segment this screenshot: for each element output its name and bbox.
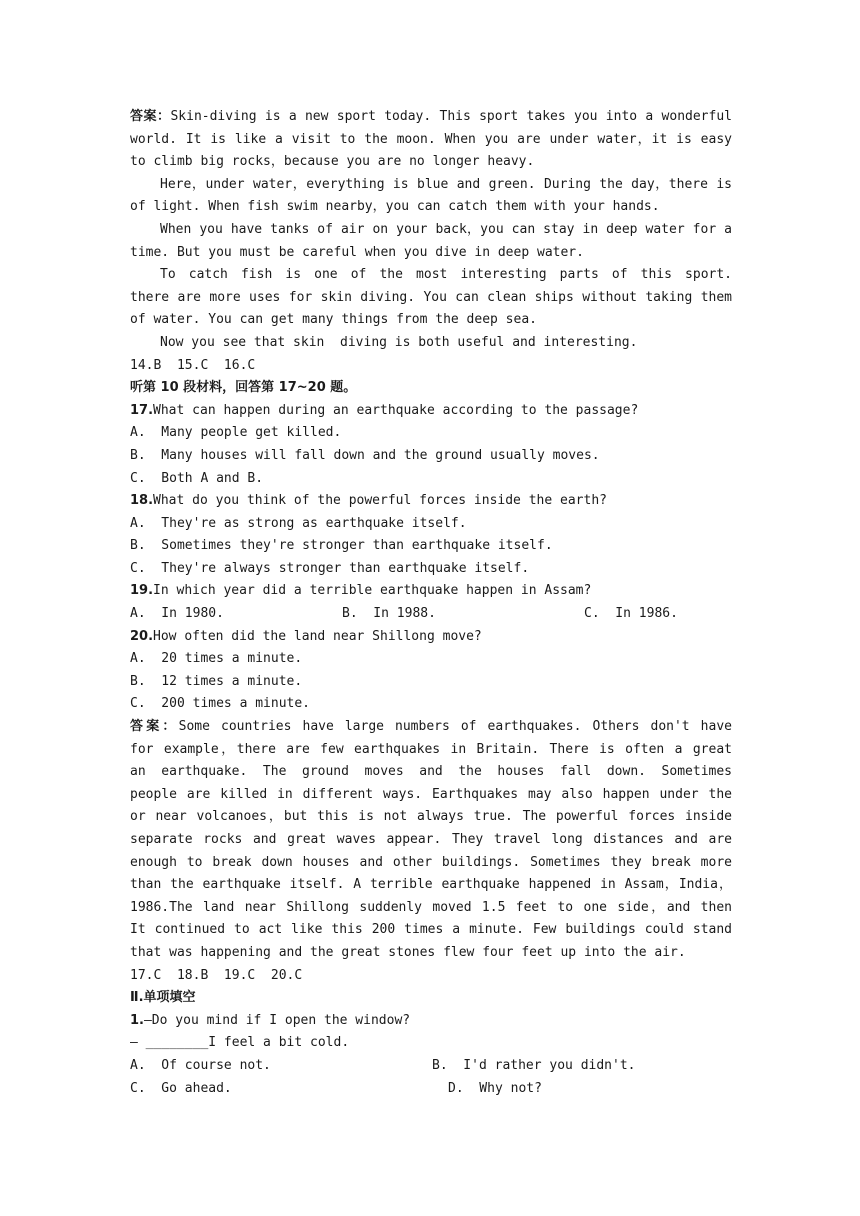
option-a: A. They're as strong as earthquake itself. <box>130 515 467 531</box>
passage-line: time. But you must be careful when you dive in deep water. <box>130 244 584 260</box>
option-c: C. Go ahead. <box>130 1080 232 1096</box>
option-c: C. In 1986. <box>584 606 678 622</box>
answer-label: 答案： <box>130 109 171 124</box>
option-a: A. In 1980. <box>130 606 224 622</box>
passage-line: for example，there are few earthquakes in Britain. There is often a great <box>130 741 732 757</box>
option-b: B. In 1988. <box>342 606 436 622</box>
answer-key: 17.C 18.B 19.C 20.C <box>130 967 303 983</box>
option-b: B. I'd rather you didn't. <box>432 1057 636 1073</box>
options-row <box>130 1055 732 1078</box>
passage-line: When you have tanks of air on your back，you can stay in deep water for a <box>160 221 732 237</box>
passage-line: Here，under water，everything is blue and green. During the day，there is <box>160 176 732 192</box>
option-a: A. 20 times a minute. <box>130 651 303 667</box>
passage-line: Now you see that skin diving is both useful and interesting. <box>160 334 638 350</box>
option-a: A. Many people get killed. <box>130 425 342 441</box>
option-c: C. 200 times a minute. <box>130 696 311 712</box>
passage-line: there are more uses for skin diving. You can clean ships without taking them <box>130 289 732 305</box>
section-heading: 听第 10 段材料，回答第 17~20 题。 <box>130 380 357 396</box>
question-19: 19.In which year did a terrible earthquake happen in Assam? <box>130 583 592 599</box>
passage-line: 1986.The land near Shillong suddenly moved 1.5 feet to one side，and then <box>130 899 732 915</box>
document-page <box>130 106 732 1100</box>
answer-label: 答案： <box>130 719 179 735</box>
passage-line: that was happening and the great stones flew four feet up into the air. <box>130 944 686 960</box>
question-1-reply: — ________I feel a bit cold. <box>130 1035 350 1051</box>
section-heading: Ⅱ.单项填空 <box>130 990 196 1006</box>
passage-line: To catch fish is one of the most interesting parts of this sport. <box>160 267 732 283</box>
question-1: 1.—Do you mind if I open the window? <box>130 1012 411 1028</box>
passage-line: people are killed in different ways. Earthquakes may also happen under the <box>130 786 732 802</box>
question-18: 18.What do you think of the powerful forces inside the earth? <box>130 493 607 509</box>
passage-line: an earthquake. The ground moves and the houses fall down. Sometimes <box>130 764 732 780</box>
options-row <box>130 1078 732 1101</box>
option-c: C. They're always stronger than earthquake itself. <box>130 560 530 576</box>
inline-options <box>130 603 732 626</box>
passage-line: world. It is like a visit to the moon. When you are under water，it is easy <box>130 131 732 147</box>
option-a: A. Of course not. <box>130 1057 271 1073</box>
passage-line: 答案：Skin-diving is a new sport today. This sport takes you into a wonderful <box>130 109 732 124</box>
passage-line: It continued to act like this 200 times a minute. Few buildings could stand <box>130 922 732 938</box>
answer-key: 14.B 15.C 16.C <box>130 357 256 373</box>
passage-line: of water. You can get many things from the deep sea. <box>130 312 537 328</box>
passage-line: to climb big rocks，because you are no longer heavy. <box>130 154 535 170</box>
passage-line: than the earthquake itself. A terrible earthquake happened in Assam，India， <box>130 877 732 893</box>
passage-line: 答案：Some countries have large numbers of earthquakes. Others don't have <box>130 719 732 735</box>
passage-line: separate rocks and great waves appear. They travel long distances and are <box>130 832 732 847</box>
option-d: D. Why not? <box>448 1080 542 1096</box>
question-20: 20.How often did the land near Shillong move? <box>130 628 482 644</box>
option-b: B. Sometimes they're stronger than earthquake itself. <box>130 538 553 554</box>
passage-line: or near volcanoes，but this is not always true. The powerful forces inside <box>130 809 732 825</box>
option-c: C. Both A and B. <box>130 470 264 486</box>
passage-line: of light. When fish swim nearby，you can catch them with your hands. <box>130 199 660 215</box>
passage-line: enough to break down houses and other buildings. Sometimes they break more <box>130 854 732 870</box>
option-b: B. 12 times a minute. <box>130 673 303 689</box>
option-b: B. Many houses will fall down and the ground usually moves. <box>130 447 600 463</box>
question-17: 17.What can happen during an earthquake according to the passage? <box>130 402 639 418</box>
